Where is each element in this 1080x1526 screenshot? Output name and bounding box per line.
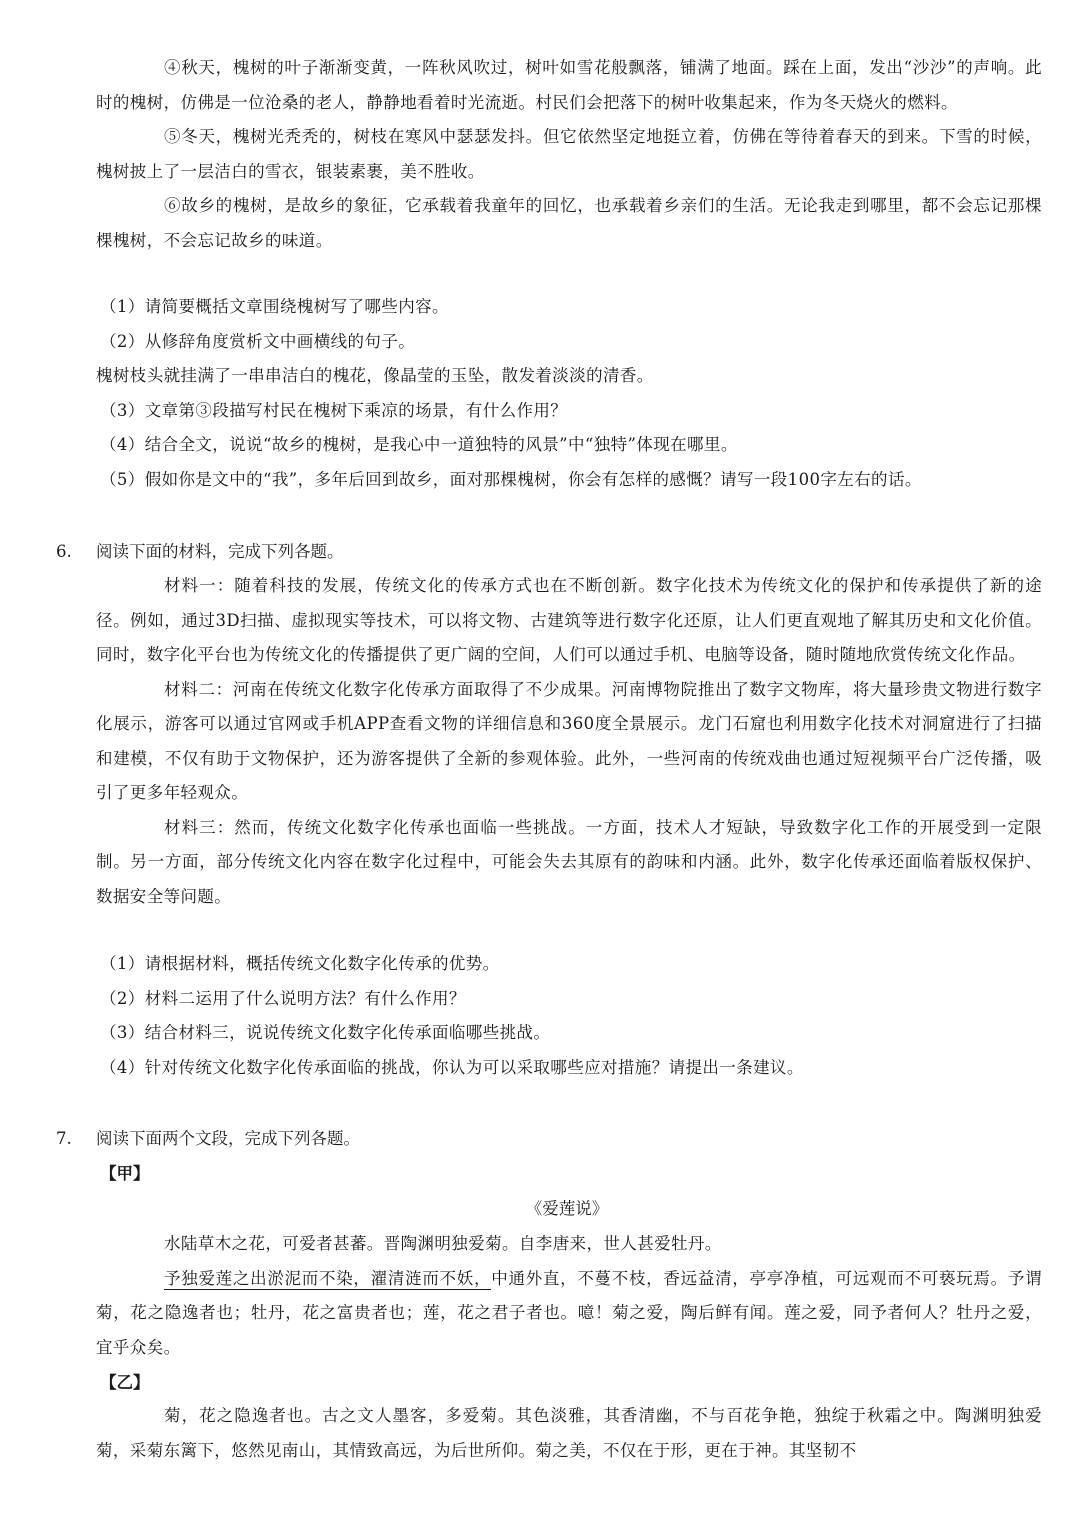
question-title: 阅读下面两个文段，完成下列各题。	[96, 1129, 360, 1148]
yi-text	[96, 1399, 1042, 1468]
jia-paragraph-1: 水陆草木之花，可爱者甚蕃。晋陶渊明独爱菊。自李唐来，世人甚爱牡丹。	[164, 1234, 722, 1253]
passage5-questions	[96, 290, 1042, 497]
question-item: （3）结合材料三，说说传统文化数字化传承面临哪些挑战。	[100, 1023, 551, 1042]
jia-text	[96, 1227, 1042, 1365]
section-label-yi: 【乙】	[100, 1373, 150, 1392]
question-item: （3）文章第③段描写村民在槐树下乘凉的场景，有什么作用？	[100, 400, 568, 420]
yi-paragraph-1: 菊，花之隐逸者也。古之文人墨客，多爱菊。其色淡雅，其香清幽，不与百花争艳，独绽于秋霜之中。陶渊明独爱菊，采菊东篱下，悠然见南山，其情致高远，为后世所仰。菊之美，不仅在于形，更在于神。其坚韧不	[96, 1406, 1042, 1460]
question-item: （4）结合全文，说说“故乡的槐树，是我心中一道独特的风景”中“独特”体现在哪里。	[100, 435, 738, 454]
question-item: （5）假如你是文中的“我”，多年后回到故乡，面对那棵槐树，你会有怎样的感慨？请写一段100字左右的话。	[100, 469, 922, 489]
question-item: （1）请根据材料，概括传统文化数字化传承的优势。	[100, 954, 500, 973]
quoted-sentence: 槐树枝头就挂满了一串串洁白的槐花，像晶莹的玉坠，散发着淡淡的清香。	[96, 366, 654, 385]
question6-materials	[96, 569, 1042, 914]
question-number: 6.	[56, 542, 72, 561]
jia-paragraph-2	[96, 1262, 1042, 1366]
question-title: 阅读下面的材料，完成下列各题。	[96, 542, 344, 561]
material-1: 材料一：随着科技的发展，传统文化的传承方式也在不断创新。数字化技术为传统文化的保护和传承提供了新的途径。例如，通过3D扫描、虚拟现实等技术，可以将文物、古建筑等进行数字化还原，让人们更直观地了解其历史和文化价值。同时，数字化平台也为传统文化的传播提供了更广阔的空间，人们可以通过手机、电脑等设备，随时随地欣赏传统文化作品。	[96, 576, 1042, 664]
question6-questions	[100, 947, 1042, 1085]
passage5-paragraph-4: ④秋天，槐树的叶子渐渐变黄，一阵秋风吹过，树叶如雪花般飘落，铺满了地面。踩在上面，发出“沙沙”的声响。此时的槐树，仿佛是一位沧桑的老人，静静地看着时光流逝。村民们会把落下的树叶收集起来，作为冬天烧火的燃料。	[96, 58, 1042, 112]
question-item: （2）材料二运用了什么说明方法？有什么作用？	[100, 988, 466, 1008]
passage5-paragraph-5: ⑤冬天，槐树光秃秃的，树枝在寒风中瑟瑟发抖。但它依然坚定地挺立着，仿佛在等待着春天的到来。下雪的时候，槐树披上了一层洁白的雪衣，银装素裹，美不胜收。	[96, 127, 1042, 181]
material-2: 材料二：河南在传统文化数字化传承方面取得了不少成果。河南博物院推出了数字文物库，将大量珍贵文物进行数字化展示，游客可以通过官网或手机APP查看文物的详细信息和360度全景展示。龙门石窟也利用数字化技术对洞窟进行了扫描和建模，不仅有助于文物保护，还为游客提供了全新的参观体验。此外，一些河南的传统戏曲也通过短视频平台广泛传播，吸引了更多年轻观众。	[96, 679, 1042, 802]
poem-title: 《爱莲说》	[525, 1199, 609, 1218]
question-item: （4）针对传统文化数字化传承面临的挑战，你认为可以采取哪些应对措施？请提出一条建议。	[100, 1057, 804, 1077]
underlined-sentence: 予独爱莲之出淤泥而不染，濯清涟而不妖，	[164, 1268, 492, 1288]
material-3: 材料三：然而，传统文化数字化传承也面临一些挑战。一方面，技术人才短缺，导致数字化工作的开展受到一定限制。另一方面，部分传统文化内容在数字化过程中，可能会失去其原有的韵味和内涵。此外，数字化传承还面临着版权保护、数据安全等问题。	[96, 817, 1042, 906]
jia-paragraph-2-rest: 中通外直，不蔓不枝，香远益清，亭亭净植，可远观而不可亵玩焉。予谓菊，花之隐逸者也；牡丹，花之富贵者也；莲，花之君子者也。噫！菊之爱，陶后鲜有闻。莲之爱，同予者何人？牡丹之爱，宜乎众矣。	[96, 1268, 1042, 1357]
passage5-paragraph-6: ⑥故乡的槐树，是故乡的象征，它承载着我童年的回忆，也承载着乡亲们的生活。无论我走到哪里，都不会忘记那棵棵槐树，不会忘记故乡的味道。	[96, 196, 1042, 250]
section-label-jia: 【甲】	[100, 1164, 150, 1183]
question-item: （1）请简要概括文章围绕槐树写了哪些内容。	[100, 297, 449, 316]
question-item: （2）从修辞角度赏析文中画横线的句子。	[100, 331, 416, 351]
question-number: 7.	[56, 1129, 72, 1148]
passage5-paragraphs	[96, 51, 1042, 258]
